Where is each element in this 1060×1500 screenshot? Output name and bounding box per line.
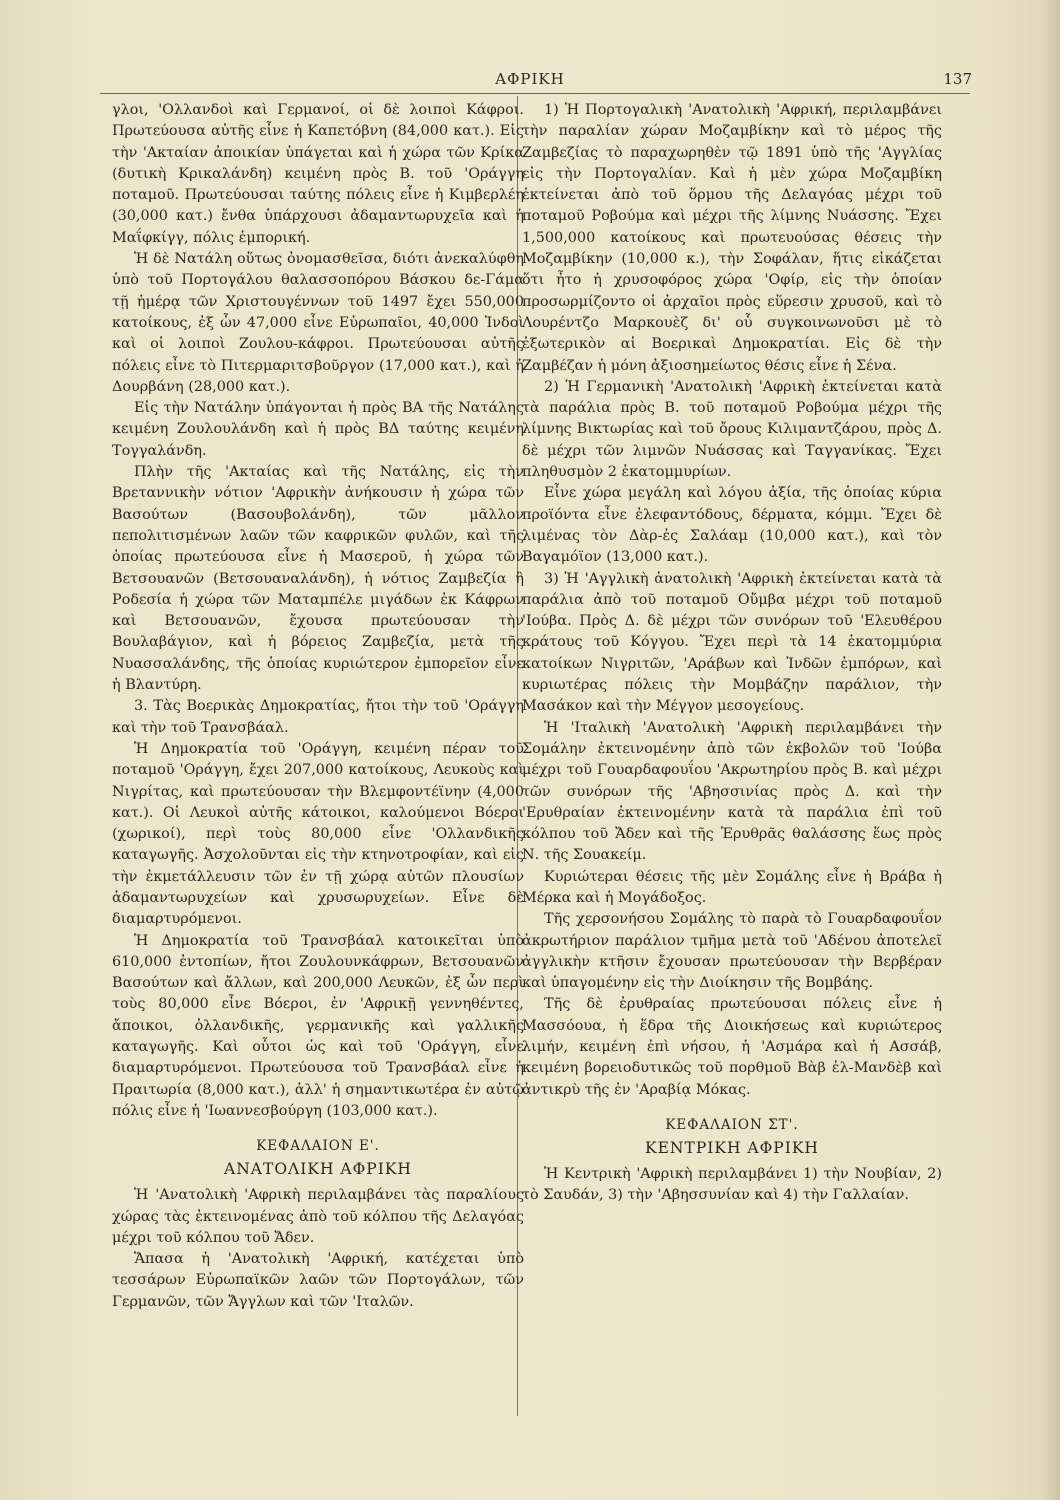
page-edge-shadow xyxy=(1042,0,1060,1500)
paragraph: Ἡ δὲ Νατάλη οὕτως ὀνομασθεῖσα, διότι ἀνεκαλύφθη ὑπὸ τοῦ Πορτογάλου θαλασσοπόρου Βάσκου δε-Γάμα τῇ ἡμέρᾳ τῶν Χριστουγέννων τοῦ 1497 ἔχει 550,000 κατοίκους, ἐξ ὧν 47,000 εἶνε Εὐρωπαῖοι, 40,000 Ἰνδοὶ καὶ οἱ λοιποὶ Ζουλου-κάφροι. Πρωτεύουσαι αὐτῆς πόλεις εἶνε τὸ Πιτερμαριτσβοῦργον (17,000 κατ.), καὶ ἡ Δουρβάνη (28,000 κατ.). xyxy=(112,251,524,395)
paragraph: 3. Τὰς Βοερικὰς Δημοκρατίας, ἤτοι τὴν τοῦ 'Οράγγη καὶ τὴν τοῦ Τρανσβάαλ. xyxy=(112,698,524,736)
paragraph: Τῆς χερσονήσου Σομάλης τὸ παρὰ τὸ Γουαρδαφουΐον ἀκρωτήριον παράλιον τμῆμα μετὰ τοῦ 'Αδένου ἀποτελεῖ ἀγγλικὴν κτῆσιν ἔχουσαν πρωτεύουσαν τὴν Βερβέραν καὶ ὑπαγομένην εἰς τὴν Διοίκησιν τῆς Βομβάης. xyxy=(522,911,942,992)
paragraph: 2) Ἡ Γερμανικὴ 'Ανατολικὴ 'Αφρικὴ ἐκτείνεται κατὰ τὰ παράλια πρὸς Β. τοῦ ποταμοῦ Ροβούμα μέχρι τῆς λίμνης Βικτωρίας καὶ τοῦ ὄρους Κιλιμαντζάρου, πρὸς Δ. δὲ μέχρι τῶν λιμνῶν Νυάσσας καὶ Ταγγανίκας. Ἔχει πληθυσμὸν 2 ἑκατομμυρίων. xyxy=(522,378,942,481)
paragraph: Ἡ Δημοκρατία τοῦ Τρανσβάαλ κατοικεῖται ὑπὸ 610,000 ἐντοπίων, ἤτοι Ζουλουνκάφρων, Βετσουανῶν Βασούτων καὶ ἄλλων, καὶ 200,000 Λευκῶν, ἐξ ὧν περὶ τοὺς 80,000 εἶνε Βόεροι, ἐν 'Αφρικῇ γεννηθέντες, ἄποικοι, ὀλλανδικῆς, γερμανικῆς καὶ γαλλικῆς καταγωγῆς. Καὶ οὗτοι ὡς καὶ τοῦ 'Οράγγη, εἶνε διαμαρτυρόμενοι. Πρωτεύουσα τοῦ Τρανσβάαλ εἶνε ἡ Πραιτωρία (8,000 κατ.), ἀλλ' ἡ σημαντικωτέρα ἐν αὐτῷ πόλις εἶνε ἡ 'Ιωαννεσβούργη (103,000 κατ.). xyxy=(112,932,524,1119)
paragraph: Εἶνε χώρα μεγάλη καὶ λόγου ἀξία, τῆς ὁποίας κύρια προϊόντα εἶνε ἐλεφαντόδους, δέρματα, κόμμι. Ἔχει δὲ λιμένας τὸν Δὰρ-ἐς Σαλάαμ (10,000 κατ.), καὶ τὸν Βαγαμόϊον (13,000 κατ.). xyxy=(522,485,942,566)
paragraph: 1) Ἡ Πορτογαλικὴ 'Ανατολικὴ 'Αφρική, περιλαμβάνει τὴν παραλίαν χώραν Μοζαμβίκην καὶ τὸ μέρος τῆς Ζαμβεζίας τὸ παραχωρηθὲν τῷ 1891 ὑπὸ τῆς 'Αγγλίας εἰς τὴν Πορτογαλίαν. Καὶ ἡ μὲν χώρα Μοζαμβίκη ἐκτείνεται ἀπὸ τοῦ ὅρμου τῆς Δελαγόας μέχρι τοῦ ποταμοῦ Ροβούμα καὶ μέχρι τῆς λίμνης Νυάσσης. Ἔχει 1,500,000 κατοίκους καὶ πρωτευούσας θέσεις τὴν Μοζαμβίκην (10,000 κ.), τὴν Σοφάλαν, ἥτις εἰκάζεται ὅτι ἦτο ἡ χρυσοφόρος χώρα 'Οφίρ, εἰς τὴν ὁποίαν προσωρμίζοντο οἱ ἀρχαῖοι πρὸς εὕρεσιν χρυσοῦ, καὶ τὸ Λουρέντζο Μαρκουὲζ δι' οὗ συγκοινωνοῦσι μὲ τὸ ἐξωτερικὸν αἱ Βοερικαὶ Δημοκρατίαι. Εἰς δὲ τὴν Ζαμβέζαν ἡ μόνη ἀξιοσημείωτος θέσις εἶνε ἡ Σένα. xyxy=(522,102,942,374)
running-title: ΑΦΡΙΚΗ xyxy=(495,70,565,88)
paragraph: γλοι, 'Ολλανδοὶ καὶ Γερμανοί, οἱ δὲ λοιποὶ Κάφροι. Πρωτεύουσα αὐτῆς εἶνε ἡ Καπετόβνη (84,000 κατ.). Εἰς τὴν 'Ακταίαν ἀποικίαν ὑπάγεται καὶ ἡ χώρα τῶν Κρίκα (δυτικὴ Κρικαλάνδη) κειμένη πρὸς Β. τοῦ 'Οράγγη ποταμοῦ. Πρωτεύουσαι ταύτης πόλεις εἶνε ἡ Κιμβερλέη (30,000 κατ.) ἔνθα ὑπάρχουσι ἀδαμαντωρυχεῖα καὶ ἡ Μαΐφκίγγ, πόλις ἐμπορική. xyxy=(112,102,524,246)
paragraph: Ἡ 'Ανατολικὴ 'Αφρικὴ περιλαμβάνει τὰς παραλίους χώρας τὰς ἐκτεινομένας ἀπὸ τοῦ κόλπου τῆς Δελαγόας μέχρι τοῦ κόλπου τοῦ Ἄδεν. xyxy=(112,1187,524,1246)
chapter-label: ΚΕΦΑΛΑΙΟΝ ΣΤ'. xyxy=(665,1116,799,1133)
paragraph: Κυριώτεραι θέσεις τῆς μὲν Σομάλης εἶνε ἡ Βράβα ἡ Μέρκα καὶ ἡ Μογάδοξος. xyxy=(522,868,942,906)
page-number: 137 xyxy=(943,70,972,88)
paragraph: Ἡ Δημοκρατία τοῦ 'Οράγγη, κειμένη πέραν τοῦ ποταμοῦ 'Οράγγη, ἔχει 207,000 κατοίκους, Λευκοὺς καὶ Νιγρίτας, καὶ πρωτεύουσαν τὴν Βλεμφοντέϊνην (4,000 κατ.). Οἱ Λευκοὶ αὐτῆς κάτοικοι, καλούμενοι Βόεροι (χωρικοί), περὶ τοὺς 80,000 εἶνε 'Ολλανδικῆς καταγωγῆς. Ἀσχολοῦνται εἰς τὴν κτηνοτροφίαν, καὶ εἰς τὴν ἐκμετάλλευσιν τῶν ἐν τῇ χώρᾳ αὐτῶν πλουσίων ἀδαμαντωρυχείων καὶ χρυσωρυχείων. Εἶνε δὲ διαμαρτυρόμενοι. xyxy=(112,740,524,928)
paragraph: 3) Ἡ 'Αγγλικὴ ἀνατολικὴ 'Αφρικὴ ἐκτείνεται κατὰ τὰ παράλια ἀπὸ τοῦ ποταμοῦ Οὔμβα μέχρι τοῦ ποταμοῦ 'Ιούβα. Πρὸς Δ. δὲ μέχρι τῶν συνόρων τοῦ 'Ελευθέρου κράτους τοῦ Κόγγου. Ἔχει περὶ τὰ 14 ἑκατομμύρια κατοίκων Νιγριτῶν, 'Αράβων καὶ Ἰνδῶν ἐμπόρων, καὶ κυριωτέρας πόλεις τὴν Μομβάζην παράλιον, τὴν Μασάκον καὶ τὴν Μέγγον μεσογείους. xyxy=(522,570,942,715)
paragraph: Ἡ Κεντρικὴ 'Αφρικὴ περιλαμβάνει 1) τὴν Νουβίαν, 2) τὸ Σαυδάν, 3) τὴν 'Αβησσυνίαν καὶ 4) τὴν Γαλλαίαν. xyxy=(522,1165,942,1204)
right-column xyxy=(522,100,942,1207)
chapter-title: ΚΕΝΤΡΙΚΗ ΑΦΡΙΚΗ xyxy=(645,1138,819,1157)
left-column xyxy=(112,100,524,1313)
paragraph: Πλὴν τῆς 'Ακταίας καὶ τῆς Νατάλης, εἰς τὴν Βρεταννικὴν νότιον 'Αφρικὴν ἀνήκουσιν ἡ χώρα τῶν Βασούτων (Βασουβολάνδη), τῶν μᾶλλον πεπολιτισμένων λαῶν τῶν καφρικῶν φυλῶν, καὶ τῆς ὁποίας πρωτεύουσα εἶνε ἡ Μασεροῦ, ἡ χώρα τῶν Βετσουανῶν (Βετσουαναλάνδη), ἡ νότιος Ζαμβεζία ἢ Ροδεσία ἡ χώρα τῶν Ματαμπέλε μιγάδων ἐκ Κάφρων καὶ Βετσουανῶν, ἔχουσα πρωτεύουσαν τὴν Βουλαβάγιον, καὶ ἡ βόρειος Ζαμβεζία, μετὰ τῆς Νυασσαλάνδης, τῆς ὁποίας κυριώτερον ἐμπορεῖον εἶνε ἡ Βλαντύρη. xyxy=(112,464,524,694)
paragraph: Εἰς τὴν Νατάλην ὑπάγονται ἡ πρὸς ΒΑ τῆς Νατάλης κειμένη Ζουλουλάνδη καὶ ἡ πρὸς ΒΔ ταύτης κειμένη Τογγαλάνδη. xyxy=(112,400,524,459)
paragraph: Ἅπασα ἡ 'Ανατολικὴ 'Αφρική, κατέχεται ὑπὸ τεσσάρων Εὐρωπαϊκῶν λαῶν τῶν Πορτογάλων, τῶν Γερμανῶν, τῶν Ἄγγλων καὶ τῶν 'Ιταλῶν. xyxy=(112,1251,524,1310)
chapter-label: ΚΕΦΑΛΑΙΟΝ Ε'. xyxy=(256,1138,380,1155)
header-rule xyxy=(100,93,970,94)
paragraph: Ἡ 'Ιταλικὴ 'Ανατολικὴ 'Αφρικὴ περιλαμβάνει τὴν Σομάλην ἐκτεινομένην ἀπὸ τῶν ἐκβολῶν τοῦ 'Ιούβα μέχρι τοῦ Γουαρδαφουΐου 'Ακρωτηρίου πρὸς Β. καὶ μέχρι τῶν συνόρων τῆς 'Αβησσινίας πρὸς Δ. καὶ τὴν 'Ερυθραίαν ἐκτεινομένην κατὰ τὰ παράλια ἐπὶ τοῦ κόλπου τοῦ Ἄδεν καὶ τῆς Ἐρυθρᾶς θαλάσσης ἕως πρὸς Ν. τῆς Σουακείμ. xyxy=(522,719,942,864)
paragraph: Τῆς δὲ ἐρυθραίας πρωτεύουσαι πόλεις εἶνε ἡ Μασσόουα, ἡ ἕδρα τῆς Διοικήσεως καὶ κυριώτερος λιμήν, κειμένη ἐπὶ νήσου, ἡ 'Ασμάρα καὶ ἡ Ασσάβ, κειμένη βορειοδυτικῶς τοῦ πορθμοῦ Βὰβ ἐλ-Μανδὲβ καὶ ἀντικρὺ τῆς ἐν 'Αραβίᾳ Μόκας. xyxy=(522,996,942,1098)
chapter-title: ΑΝΑΤΟΛΙΚΗ ΑΦΡΙΚΗ xyxy=(224,1160,412,1179)
